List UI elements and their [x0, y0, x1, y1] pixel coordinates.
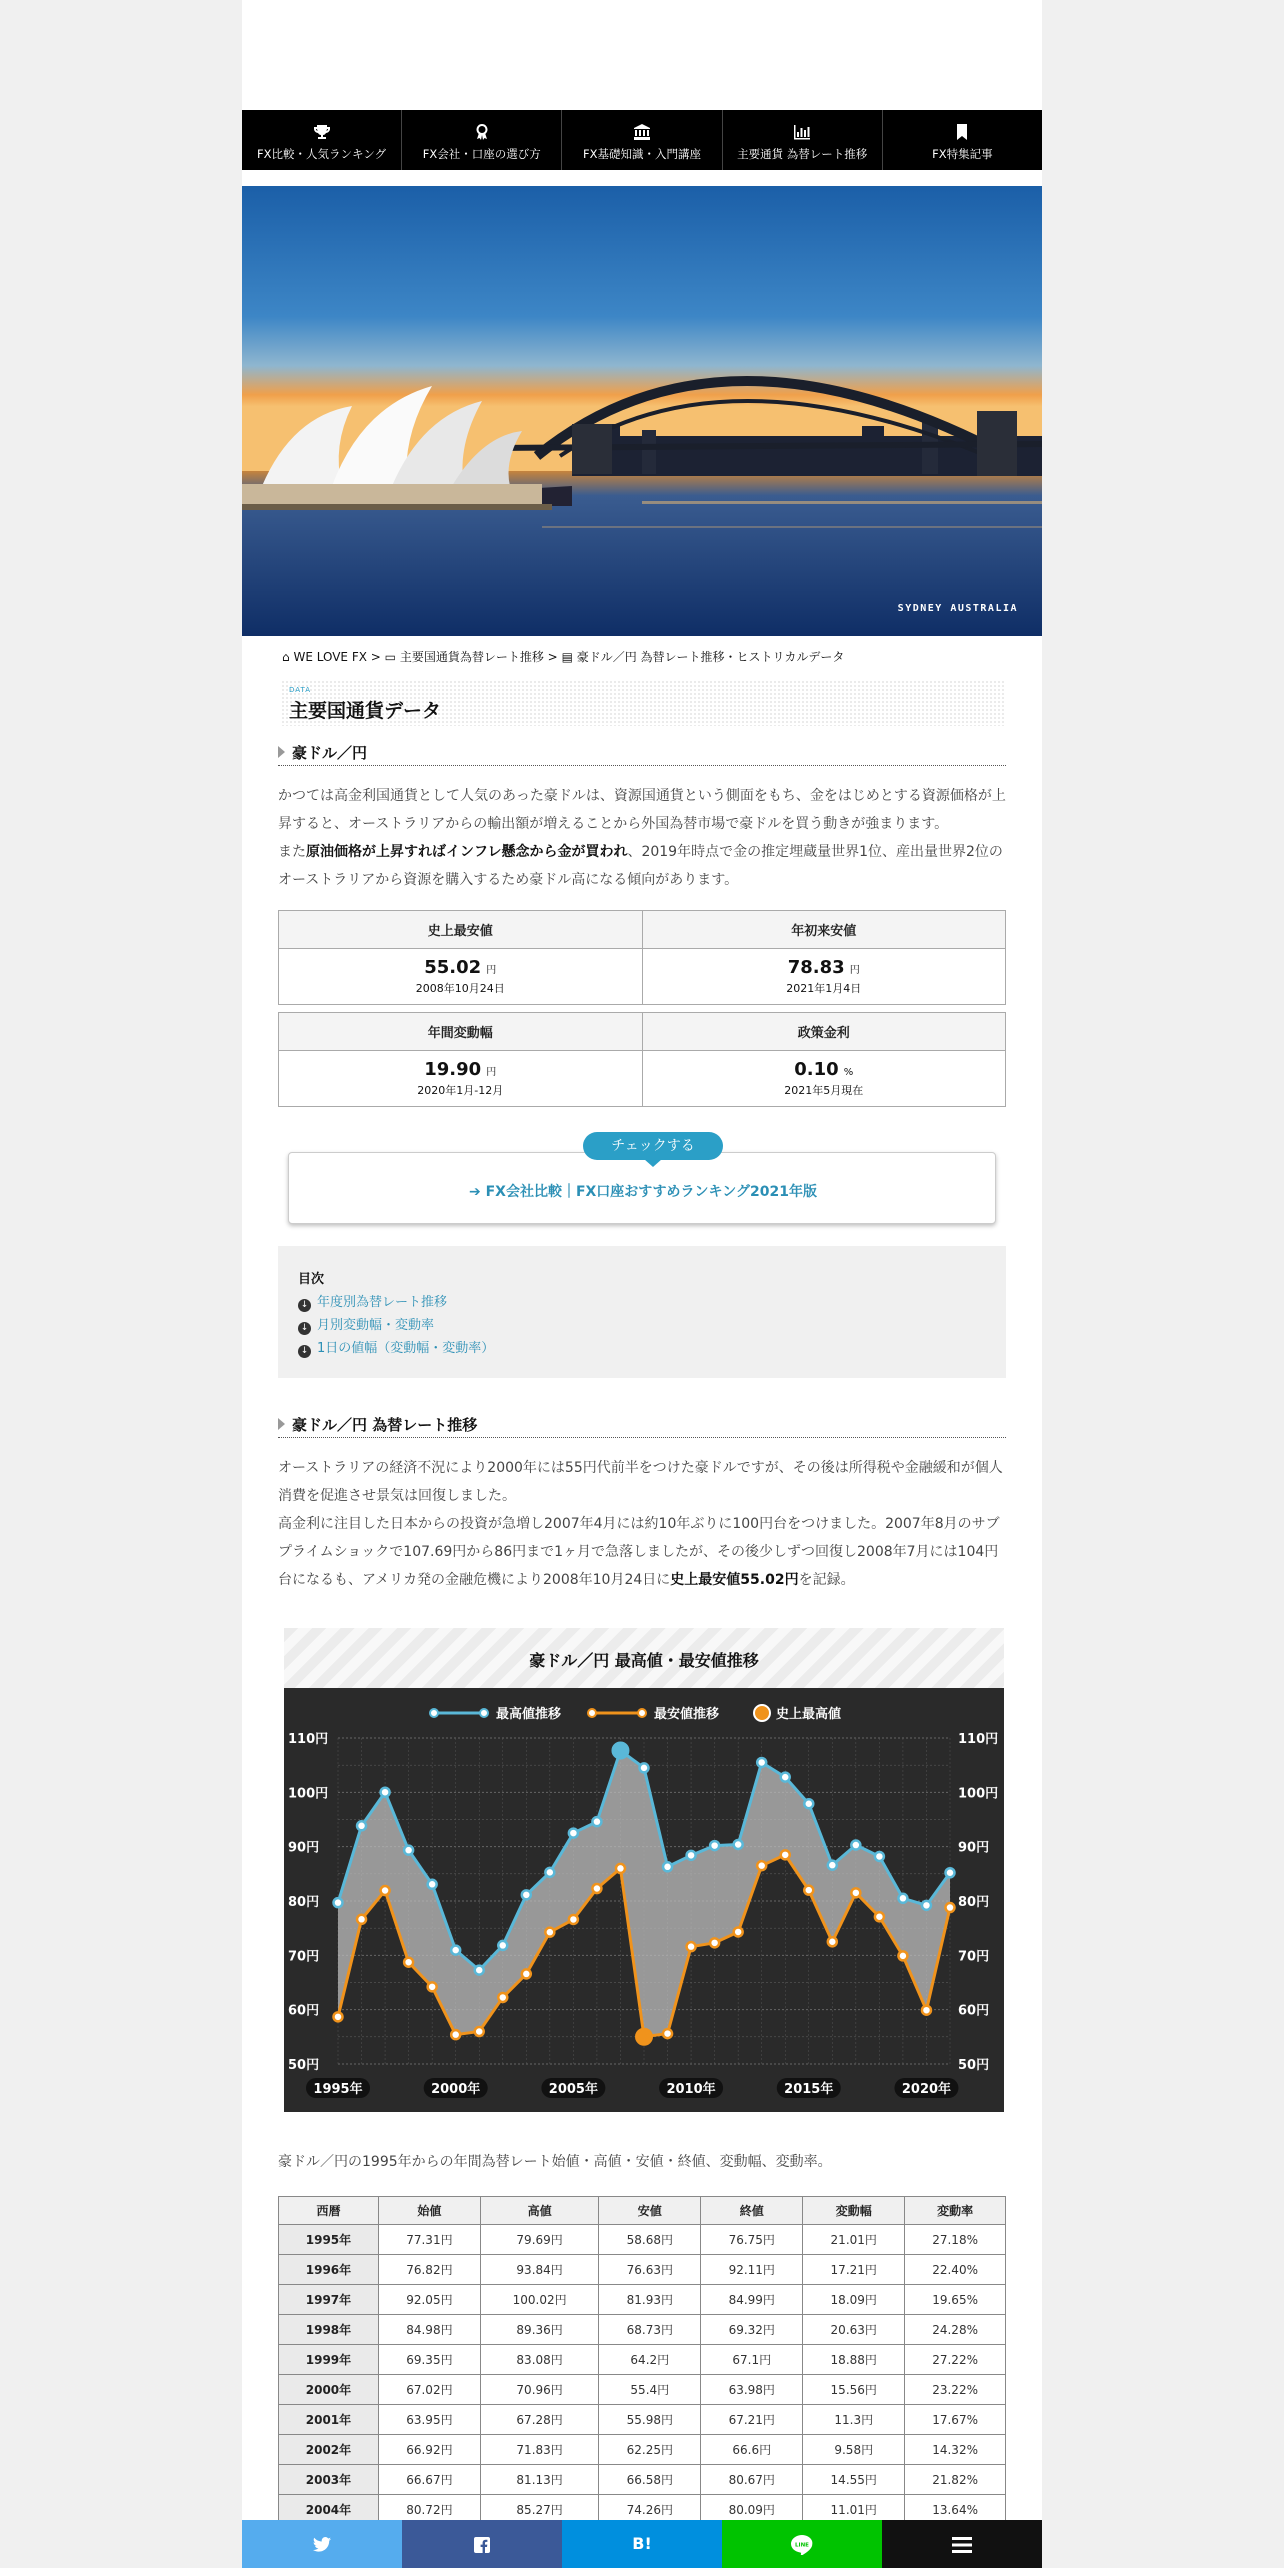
table-year-cell: 2003年 — [279, 2465, 379, 2495]
table-cell: 81.13円 — [480, 2465, 598, 2495]
table-cell: 71.83円 — [480, 2435, 598, 2465]
high-point — [498, 1941, 507, 1950]
table-row — [279, 2315, 1006, 2345]
table-intro: 豪ドル／円の1995年からの年間為替レート始値・高値・安値・終値、変動幅、変動率。 — [278, 2154, 832, 2170]
breadcrumb-sep: > — [370, 650, 381, 664]
nav-item-ranking[interactable] — [242, 110, 402, 170]
trend-paragraph-1: オーストラリアの経済不況により2000年には55円代前半をつけた豪ドルですが、その後は所得税や金融緩和が個人消費を促進させ景気は回復しました。 — [278, 1460, 1003, 1504]
table-row — [279, 2405, 1006, 2435]
low-point — [898, 1951, 907, 1960]
check-badge: チェックする — [583, 1132, 723, 1160]
sydney-harbour-illustration — [242, 186, 1042, 636]
facebook-share-button[interactable] — [402, 2520, 562, 2568]
chart-title: 豪ドル／円 最高値・最安値推移 — [529, 1651, 759, 1670]
table-cell: 21.82% — [905, 2465, 1006, 2495]
high-point — [875, 1852, 884, 1861]
high-point — [946, 1868, 955, 1877]
y-tick-label-right: 80円 — [958, 1895, 990, 1910]
trend-paragraph-2: 高金利に注目した日本からの投資が急増し2007年4月には約10年ぶりに100円台をつけました。2007年8月のサブプライムショックで107.69円から86円まで1ヶ月で急落しましたが、その後少しずつ回復し2008年7月には104円台になるも、アメリカ発の金融危機により2008年10月24日に史上最安値55.02円を記録。 — [278, 1516, 1000, 1588]
table-header: 安値 — [599, 2197, 701, 2225]
table-cell: 67.1円 — [701, 2345, 803, 2375]
trophy-icon — [314, 124, 330, 140]
table-cell: 69.32円 — [701, 2315, 803, 2345]
low-point — [663, 2029, 672, 2038]
high-point — [522, 1890, 531, 1899]
table-row — [279, 2435, 1006, 2465]
table-cell: 76.82円 — [378, 2255, 480, 2285]
high-point — [334, 1898, 343, 1907]
bookmark-icon — [954, 124, 970, 140]
table-cell: 55.4円 — [599, 2375, 701, 2405]
table-cell: 24.28% — [905, 2315, 1006, 2345]
nav-item-choose[interactable] — [402, 110, 562, 170]
low-point — [498, 1993, 507, 2002]
home-icon: ⌂ — [282, 650, 290, 664]
table-cell: 19.65% — [905, 2285, 1006, 2315]
low-point — [475, 2027, 484, 2036]
file-icon: ▤ — [561, 650, 573, 664]
table-cell: 15.56円 — [803, 2375, 905, 2405]
stat-ytd-label: 年初来安値 — [642, 911, 1006, 949]
table-cell: 20.63円 — [803, 2315, 905, 2345]
high-point — [451, 1946, 460, 1955]
table-year-cell: 1995年 — [279, 2225, 379, 2255]
toc-item[interactable]: ↓ 月別変動幅・変動率 — [298, 1314, 986, 1337]
table-cell: 81.93円 — [599, 2285, 701, 2315]
low-point — [451, 2030, 460, 2039]
bar-chart-icon — [794, 124, 810, 140]
high-point — [569, 1829, 578, 1838]
section-heading — [278, 680, 1006, 726]
legend-label: 最安値推移 — [654, 1707, 720, 1722]
heading-currency: 豪ドル／円 — [278, 738, 1006, 766]
folder-icon: ▭ — [384, 650, 396, 664]
legend-label: 史上最高値 — [776, 1707, 842, 1722]
toc-item[interactable]: ↓ 1日の値幅（変動幅・変動率） — [298, 1337, 986, 1360]
low-point — [757, 1861, 766, 1870]
nav-item-basics[interactable] — [562, 110, 722, 170]
rate-table — [278, 2196, 1006, 2525]
x-tick-label: 2000年 — [431, 2082, 481, 2097]
stats-table-1 — [278, 910, 1006, 1005]
y-tick-label-right: 50円 — [958, 2058, 990, 2073]
breadcrumb — [282, 648, 844, 665]
table-cell: 93.84円 — [480, 2255, 598, 2285]
hatena-icon: B! — [632, 2534, 652, 2553]
table-cell: 9.58円 — [803, 2435, 905, 2465]
table-cell: 13.64% — [905, 2495, 1006, 2525]
rate-chart — [284, 1628, 1004, 2112]
arrow-down-icon: ↓ — [298, 1345, 311, 1358]
table-cell: 27.18% — [905, 2225, 1006, 2255]
arrow-circle-icon: ➔ — [468, 1184, 481, 1200]
stat-low-cell: 55.02 円 2008年10月24日 — [279, 949, 643, 1005]
intro-paragraph-1: かつては高金利国通貨として人気のあった豪ドルは、資源国通貨という側面をもち、金をはじめとする資源価格が上昇すると、オーストラリアからの輸出額が増えることから外国為替市場で豪ドルを買う動きが強まります。 — [278, 788, 1006, 832]
hero-image — [242, 186, 1042, 636]
table-cell: 17.21円 — [803, 2255, 905, 2285]
low-point — [522, 1969, 531, 1978]
low-point — [922, 2006, 931, 2015]
table-cell: 85.27円 — [480, 2495, 598, 2525]
table-cell: 74.26円 — [599, 2495, 701, 2525]
section-title: 主要国通貨データ — [289, 700, 442, 722]
table-year-cell: 1996年 — [279, 2255, 379, 2285]
nav-label: 主要通貨 為替レート推移 — [737, 147, 868, 161]
line-share-button[interactable] — [722, 2520, 882, 2568]
nav-label: FX特集記事 — [932, 147, 993, 161]
low-point — [946, 1903, 955, 1912]
main-nav — [242, 110, 1042, 170]
table-year-cell: 2002年 — [279, 2435, 379, 2465]
check-box — [288, 1138, 996, 1224]
table-cell: 14.32% — [905, 2435, 1006, 2465]
table-row — [279, 2375, 1006, 2405]
section-tag: DATA — [289, 686, 312, 694]
table-row — [279, 2285, 1006, 2315]
table-cell: 63.98円 — [701, 2375, 803, 2405]
table-cell: 70.96円 — [480, 2375, 598, 2405]
table-year-cell: 1997年 — [279, 2285, 379, 2315]
toc-title: 目次 — [298, 1272, 325, 1287]
breadcrumb-sep: > — [547, 650, 558, 664]
table-cell: 58.68円 — [599, 2225, 701, 2255]
table-row — [279, 2465, 1006, 2495]
table-cell: 18.88円 — [803, 2345, 905, 2375]
table-cell: 64.2円 — [599, 2345, 701, 2375]
high-point — [710, 1841, 719, 1850]
intro-paragraph-2: また原油価格が上昇すればインフレ懸念から金が買われ、2019年時点で金の推定埋蔵量世界1位、産出量世界2位のオーストラリアから資源を購入するため豪ドル高になる傾向があります。 — [278, 844, 1003, 888]
table-cell: 63.95円 — [378, 2405, 480, 2435]
y-tick-label-left: 100円 — [288, 1786, 329, 1802]
high-point — [357, 1821, 366, 1830]
nav-label: FX基礎知識・入門講座 — [583, 147, 701, 161]
high-point — [612, 1743, 628, 1759]
stat-low-label: 史上最安値 — [279, 911, 643, 949]
table-cell: 83.08円 — [480, 2345, 598, 2375]
low-point — [875, 1912, 884, 1921]
table-cell: 84.98円 — [378, 2315, 480, 2345]
y-tick-label-left: 80円 — [288, 1895, 320, 1910]
table-cell: 17.67% — [905, 2405, 1006, 2435]
table-cell: 11.3円 — [803, 2405, 905, 2435]
high-point — [687, 1851, 696, 1860]
twitter-icon — [313, 2537, 331, 2553]
table-cell: 62.25円 — [599, 2435, 701, 2465]
table-header: 始値 — [378, 2197, 480, 2225]
y-tick-label-right: 100円 — [958, 1786, 999, 1802]
table-cell: 84.99円 — [701, 2285, 803, 2315]
heading-trend: 豪ドル／円 為替レート推移 — [278, 1410, 1006, 1438]
table-cell: 100.02円 — [480, 2285, 598, 2315]
nav-label: FX比較・人気ランキング — [257, 147, 387, 161]
bank-icon — [634, 124, 650, 140]
legend-marker — [588, 1709, 596, 1717]
table-header: 変動幅 — [803, 2197, 905, 2225]
table-year-cell: 2004年 — [279, 2495, 379, 2525]
x-tick-label: 2005年 — [548, 2082, 598, 2097]
breadcrumb-home[interactable]: WE LOVE FX — [293, 650, 367, 664]
high-point — [428, 1880, 437, 1889]
table-header: 終値 — [701, 2197, 803, 2225]
high-point — [851, 1841, 860, 1850]
high-point — [757, 1758, 766, 1767]
breadcrumb-category[interactable]: 主要国通貨為替レート推移 — [399, 650, 544, 664]
table-row — [279, 2255, 1006, 2285]
low-point — [381, 1886, 390, 1895]
low-point — [851, 1888, 860, 1897]
table-header: 西暦 — [279, 2197, 379, 2225]
high-point — [475, 1966, 484, 1975]
low-point — [357, 1915, 366, 1924]
menu-icon — [952, 2537, 972, 2553]
y-tick-label-right: 60円 — [958, 2003, 990, 2019]
share-bar — [242, 2520, 1042, 2568]
table-cell: 89.36円 — [480, 2315, 598, 2345]
legend-marker — [480, 1709, 488, 1717]
low-point — [404, 1958, 413, 1967]
stat-range-cell: 19.90 円 2020年1月-12月 — [279, 1051, 643, 1107]
stat-rate-label: 政策金利 — [642, 1013, 1006, 1051]
high-point — [381, 1788, 390, 1797]
table-cell: 68.73円 — [599, 2315, 701, 2345]
table-year-cell: 1998年 — [279, 2315, 379, 2345]
low-point — [616, 1864, 625, 1873]
table-cell: 21.01円 — [803, 2225, 905, 2255]
table-cell: 80.72円 — [378, 2495, 480, 2525]
hatena-share-button[interactable] — [562, 2520, 722, 2568]
stats-table-2 — [278, 1012, 1006, 1107]
table-cell: 92.11円 — [701, 2255, 803, 2285]
table-row — [279, 2345, 1006, 2375]
table-cell: 67.28円 — [480, 2405, 598, 2435]
high-point — [663, 1862, 672, 1871]
y-tick-label-left: 50円 — [288, 2058, 320, 2073]
y-tick-label-left: 70円 — [288, 1949, 320, 1965]
intro-bold: 原油価格が上昇すればインフレ懸念から金が買われ — [306, 844, 628, 860]
high-point — [922, 1901, 931, 1910]
x-tick-label: 1995年 — [313, 2082, 363, 2097]
ranking-link[interactable]: ➔ FX会社比較｜FX口座おすすめランキング2021年版 — [468, 1184, 817, 1200]
legend-marker — [430, 1709, 438, 1717]
legend-label: 最高値推移 — [496, 1707, 562, 1722]
table-cell: 66.58円 — [599, 2465, 701, 2495]
table-cell: 66.92円 — [378, 2435, 480, 2465]
nav-item-features[interactable] — [883, 110, 1042, 170]
table-cell: 76.75円 — [701, 2225, 803, 2255]
hero-caption: SYDNEY AUSTRALIA — [897, 603, 1018, 614]
high-point — [640, 1763, 649, 1772]
menu-button[interactable] — [882, 2520, 1042, 2568]
high-point — [804, 1799, 813, 1808]
stat-range-label: 年間変動幅 — [279, 1013, 643, 1051]
stat-rate-cell: 0.10 % 2021年5月現在 — [642, 1051, 1006, 1107]
line-icon-text: LINE — [795, 2542, 809, 2548]
low-point — [710, 1938, 719, 1947]
legend-marker — [638, 1709, 646, 1717]
line-icon — [791, 2535, 813, 2555]
table-cell: 67.02円 — [378, 2375, 480, 2405]
facebook-icon — [474, 2537, 490, 2553]
nav-label: FX会社・口座の選び方 — [422, 147, 541, 161]
low-point — [569, 1915, 578, 1924]
high-point — [734, 1840, 743, 1849]
low-point — [636, 2029, 652, 2045]
arrow-down-icon: ↓ — [298, 1299, 311, 1312]
high-point — [898, 1894, 907, 1903]
table-cell: 14.55円 — [803, 2465, 905, 2495]
table-header: 変動率 — [905, 2197, 1006, 2225]
breadcrumb-current: 豪ドル／円 為替レート推移・ヒストリカルデータ — [576, 650, 845, 664]
nav-item-rates[interactable] — [723, 110, 883, 170]
chart-title-band — [284, 1628, 1004, 1688]
y-tick-label-left: 90円 — [288, 1840, 320, 1856]
low-point — [828, 1937, 837, 1946]
table-cell: 80.67円 — [701, 2465, 803, 2495]
table-row — [279, 2225, 1006, 2255]
x-tick-label: 2020年 — [901, 2082, 952, 2097]
table-cell: 76.63円 — [599, 2255, 701, 2285]
low-point — [687, 1942, 696, 1951]
chart-svg — [284, 1688, 1004, 2112]
table-cell: 55.98円 — [599, 2405, 701, 2435]
twitter-share-button[interactable] — [242, 2520, 402, 2568]
table-header: 高値 — [480, 2197, 598, 2225]
low-point — [428, 1982, 437, 1991]
table-year-cell: 2000年 — [279, 2375, 379, 2405]
table-cell: 22.40% — [905, 2255, 1006, 2285]
table-cell: 77.31円 — [378, 2225, 480, 2255]
high-point — [545, 1868, 554, 1877]
table-cell: 11.01円 — [803, 2495, 905, 2525]
x-tick-label: 2010年 — [666, 2082, 716, 2097]
chart-board — [284, 1688, 1004, 2112]
table-cell: 23.22% — [905, 2375, 1006, 2405]
arrow-down-icon: ↓ — [298, 1322, 311, 1335]
legend-marker — [754, 1705, 770, 1721]
toc-item[interactable]: ↓ 年度別為替レート推移 — [298, 1291, 986, 1314]
y-tick-label-left: 110円 — [288, 1732, 329, 1747]
low-point — [334, 2012, 343, 2021]
stat-ytd-cell: 78.83 円 2021年1月4日 — [642, 949, 1006, 1005]
trend-bold: 史上最安値55.02円 — [670, 1572, 799, 1588]
high-point — [781, 1773, 790, 1782]
table-year-cell: 1999年 — [279, 2345, 379, 2375]
low-point — [545, 1928, 554, 1937]
y-tick-label-right: 90円 — [958, 1840, 990, 1856]
low-point — [804, 1886, 813, 1895]
high-point — [828, 1861, 837, 1870]
table-year-cell: 2001年 — [279, 2405, 379, 2435]
table-cell: 67.21円 — [701, 2405, 803, 2435]
table-cell: 66.67円 — [378, 2465, 480, 2495]
table-cell: 18.09円 — [803, 2285, 905, 2315]
table-of-contents — [278, 1246, 1006, 1378]
table-cell: 92.05円 — [378, 2285, 480, 2315]
low-point — [734, 1927, 743, 1936]
table-cell: 27.22% — [905, 2345, 1006, 2375]
x-tick-label: 2015年 — [784, 2082, 834, 2097]
y-tick-label-right: 110円 — [958, 1732, 999, 1747]
table-cell: 69.35円 — [378, 2345, 480, 2375]
award-icon — [474, 124, 490, 140]
page-container — [242, 0, 1042, 2568]
table-cell: 66.6円 — [701, 2435, 803, 2465]
y-tick-label-left: 60円 — [288, 2003, 320, 2019]
y-tick-label-right: 70円 — [958, 1949, 990, 1965]
high-point — [404, 1846, 413, 1855]
high-point — [592, 1817, 601, 1826]
table-cell: 79.69円 — [480, 2225, 598, 2255]
low-point — [592, 1884, 601, 1893]
table-cell: 80.09円 — [701, 2495, 803, 2525]
low-point — [781, 1850, 790, 1859]
